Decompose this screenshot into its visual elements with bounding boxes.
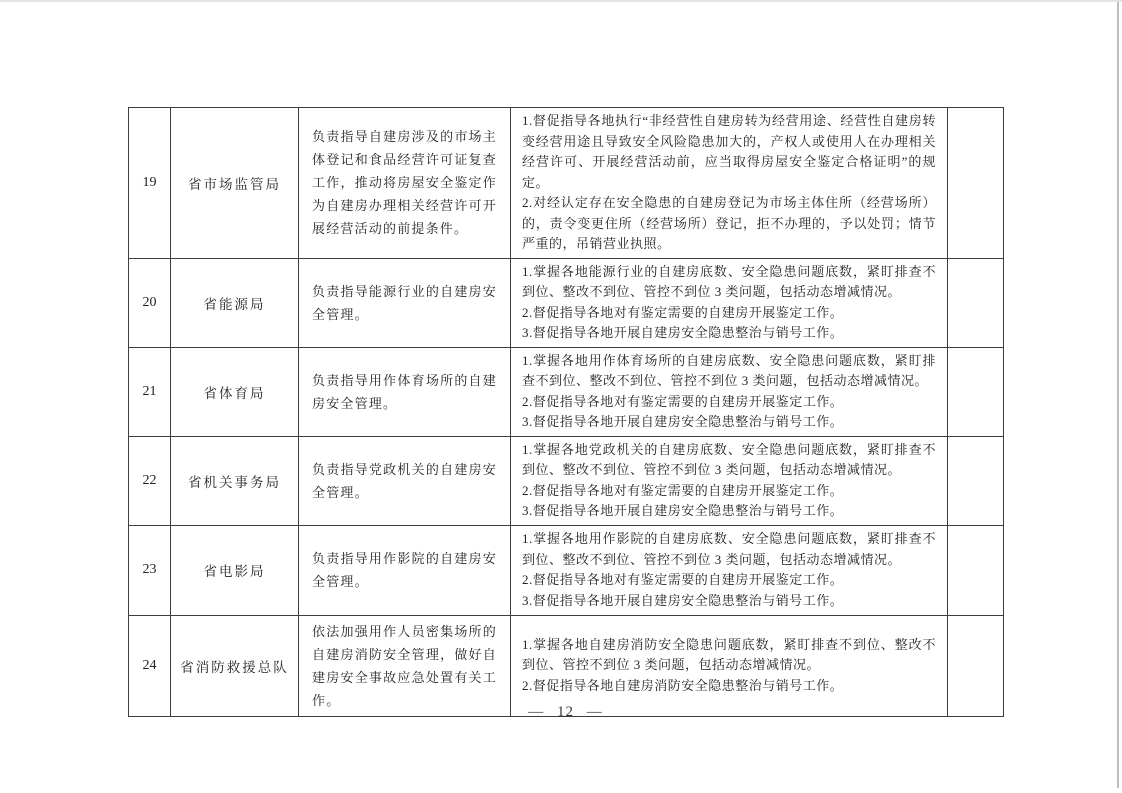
task-list	[511, 436, 948, 525]
duty-description: 负责指导自建房涉及的市场主体登记和食品经营许可证复查工作，推动将房屋安全鉴定作为自建房办理相关经营许可开展经营活动的前提条件。	[299, 108, 511, 259]
row-number: 21	[129, 347, 171, 436]
duty-description: 负责指导用作影院的自建房安全管理。	[299, 525, 511, 615]
task-item: 1.掌握各地用作影院的自建房底数、安全隐患问题底数，紧盯排查不到位、整改不到位、管控不到位 3 类问题，包括动态增减情况。	[522, 531, 936, 567]
task-list	[511, 108, 948, 259]
task-item: 2.督促指导各地自建房消防安全隐患整治与销号工作。	[522, 677, 844, 693]
task-item: 1.掌握各地党政机关的自建房底数、安全隐患问题底数，紧盯排查不到位、整改不到位、管控不到位 3 类问题，包括动态增减情况。	[522, 441, 936, 477]
page-number: — 12 —	[528, 704, 603, 720]
remark-cell-empty	[948, 436, 1004, 525]
scan-edge-top	[0, 0, 1122, 2]
task-item: 1.掌握各地自建房消防安全隐患问题底数，紧盯排查不到位、整改不到位、管控不到位 3 类问题，包括动态增减情况。	[522, 636, 936, 673]
task-list	[511, 347, 948, 436]
task-list	[511, 615, 948, 716]
task-list	[511, 258, 948, 347]
duty-description: 负责指导用作体育场所的自建房安全管理。	[299, 347, 511, 436]
table-row	[129, 347, 1004, 436]
remark-cell-empty	[948, 347, 1004, 436]
task-item: 2.对经认定存在安全隐患的自建房登记为市场主体住所（经营场所）的，责令变更住所（经营场所）登记，拒不办理的，予以处罚；情节严重的，吊销营业执照。	[522, 195, 936, 251]
table-row	[129, 258, 1004, 347]
row-number: 23	[129, 525, 171, 615]
table-row	[129, 525, 1004, 615]
department-name: 省消防救援总队	[171, 615, 299, 716]
duty-description: 负责指导能源行业的自建房安全管理。	[299, 258, 511, 347]
duty-description: 依法加强用作人员密集场所的自建房消防安全管理，做好自建房安全事故应急处置有关工作。	[299, 615, 511, 716]
task-item: 2.督促指导各地对有鉴定需要的自建房开展鉴定工作。	[522, 304, 844, 320]
scan-edge-right	[1117, 2, 1119, 788]
task-item: 2.督促指导各地对有鉴定需要的自建房开展鉴定工作。	[522, 572, 844, 587]
table-row	[129, 436, 1004, 525]
task-item: 1.掌握各地能源行业的自建房底数、安全隐患问题底数，紧盯排查不到位、整改不到位、管控不到位 3 类问题，包括动态增减情况。	[522, 263, 936, 299]
task-item: 2.督促指导各地对有鉴定需要的自建房开展鉴定工作。	[522, 482, 844, 498]
task-item: 1.掌握各地用作体育场所的自建房底数、安全隐患问题底数，紧盯排查不到位、整改不到位、管控不到位 3 类问题，包括动态增减情况。	[522, 352, 936, 388]
remark-cell-empty	[948, 615, 1004, 716]
row-number: 20	[129, 258, 171, 347]
task-list	[511, 525, 948, 615]
task-item: 3.督促指导各地开展自建房安全隐患整治与销号工作。	[522, 414, 844, 429]
remark-cell-empty	[948, 108, 1004, 259]
duty-description: 负责指导党政机关的自建房安全管理。	[299, 436, 511, 525]
department-name: 省市场监管局	[171, 108, 299, 259]
remark-cell-empty	[948, 258, 1004, 347]
task-item: 3.督促指导各地开展自建房安全隐患整治与销号工作。	[522, 325, 844, 340]
task-item: 3.督促指导各地开展自建房安全隐患整治与销号工作。	[522, 503, 844, 518]
responsibility-table	[128, 107, 1004, 717]
department-name: 省体育局	[171, 347, 299, 436]
table-row	[129, 615, 1004, 716]
table-row	[129, 108, 1004, 259]
task-item: 1.督促指导各地执行“非经营性自建房转为经营用途、经营性自建房转变经营用途且导致安全风险隐患加大的，产权人或使用人在办理相关经营许可、开展经营活动前，应当取得房屋安全鉴定合格证明”的规定。	[522, 113, 936, 190]
department-name: 省机关事务局	[171, 436, 299, 525]
task-item: 2.督促指导各地对有鉴定需要的自建房开展鉴定工作。	[522, 393, 844, 409]
row-number: 22	[129, 436, 171, 525]
department-name: 省能源局	[171, 258, 299, 347]
task-item: 3.督促指导各地开展自建房安全隐患整治与销号工作。	[522, 592, 844, 608]
row-number: 19	[129, 108, 171, 259]
row-number: 24	[129, 615, 171, 716]
department-name: 省电影局	[171, 525, 299, 615]
remark-cell-empty	[948, 525, 1004, 615]
